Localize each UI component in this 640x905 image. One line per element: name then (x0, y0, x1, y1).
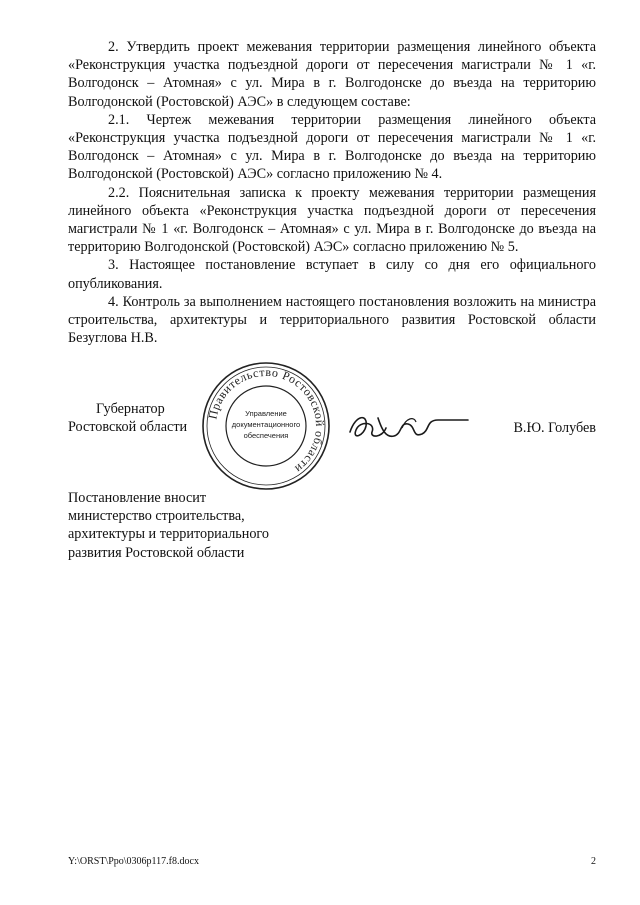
signatory-title-line2: Ростовской области (68, 419, 188, 435)
signature-block (0, 360, 640, 480)
submitter-note-line4: развития Ростовской области (68, 544, 245, 561)
submitter-note (68, 489, 328, 562)
paragraph-3: 3. Настоящее постановление вступает в силу со дня его официального опубликования. (68, 257, 596, 292)
paragraph-4: 4. Контроль за выполнением настоящего постановления возложить на министра строительства, архитектуры и территориального развития Ростовской области Безуглова Н.В. (68, 293, 596, 347)
paragraph-2-2: 2.2. Пояснительная записка к проекту межевания территории размещения линейного объекта «Реконструкция участка подъездной дороги от пересечения магистрали № 1 «г. Волгодонск – Атомная» с ул. Мира в г. Волгодонске до въезда на территорию Волгодонской (Ростовской) АЭС» согласно приложению № 5. (68, 184, 596, 256)
paragraph-2: 2. Утвердить проект межевания территории размещения линейного объекта «Реконструкция участка подъездной дороги от пересечения магистрали № 1 «г. Волгодонск – Атомная» с ул. Мира в г. Волгодонске до въезда на территорию Волгодонской (Ростовской) АЭС» в следующем составе: (68, 39, 596, 110)
file-path-footer: Y:\ORST\Ppo\0306p117.f8.docx (68, 856, 199, 867)
official-seal-stamp (200, 360, 332, 492)
signatory-name: В.Ю. Голубев (513, 420, 596, 436)
seal-inner-line2: документационного (231, 420, 301, 429)
seal-inner-line1: Управление (245, 409, 287, 418)
submitter-note-line2: министерство строительства, (68, 508, 245, 525)
signatory-title (68, 400, 208, 436)
seal-inner-line3: обеспечения (243, 431, 289, 440)
submitter-note-line1: Постановление вносит (68, 490, 207, 506)
page-number: 2 (591, 856, 596, 867)
handwritten-signature (342, 408, 472, 448)
submitter-note-line3: архитектуры и территориального (68, 526, 269, 543)
seal-outer-text: Правительство Ростовской области (205, 364, 328, 477)
document-body (68, 38, 596, 347)
paragraph-2-1: 2.1. Чертеж межевания территории размещения линейного объекта «Реконструкция участка подъездной дороги от пересечения магистрали № 1 «г. Волгодонск – Атомная» с ул. Мира в г. Волгодонске до въезда на территорию Волгодонской (Ростовской) АЭС» согласно приложению № 4. (68, 111, 596, 183)
signatory-title-line1: Губернатор (96, 401, 165, 417)
